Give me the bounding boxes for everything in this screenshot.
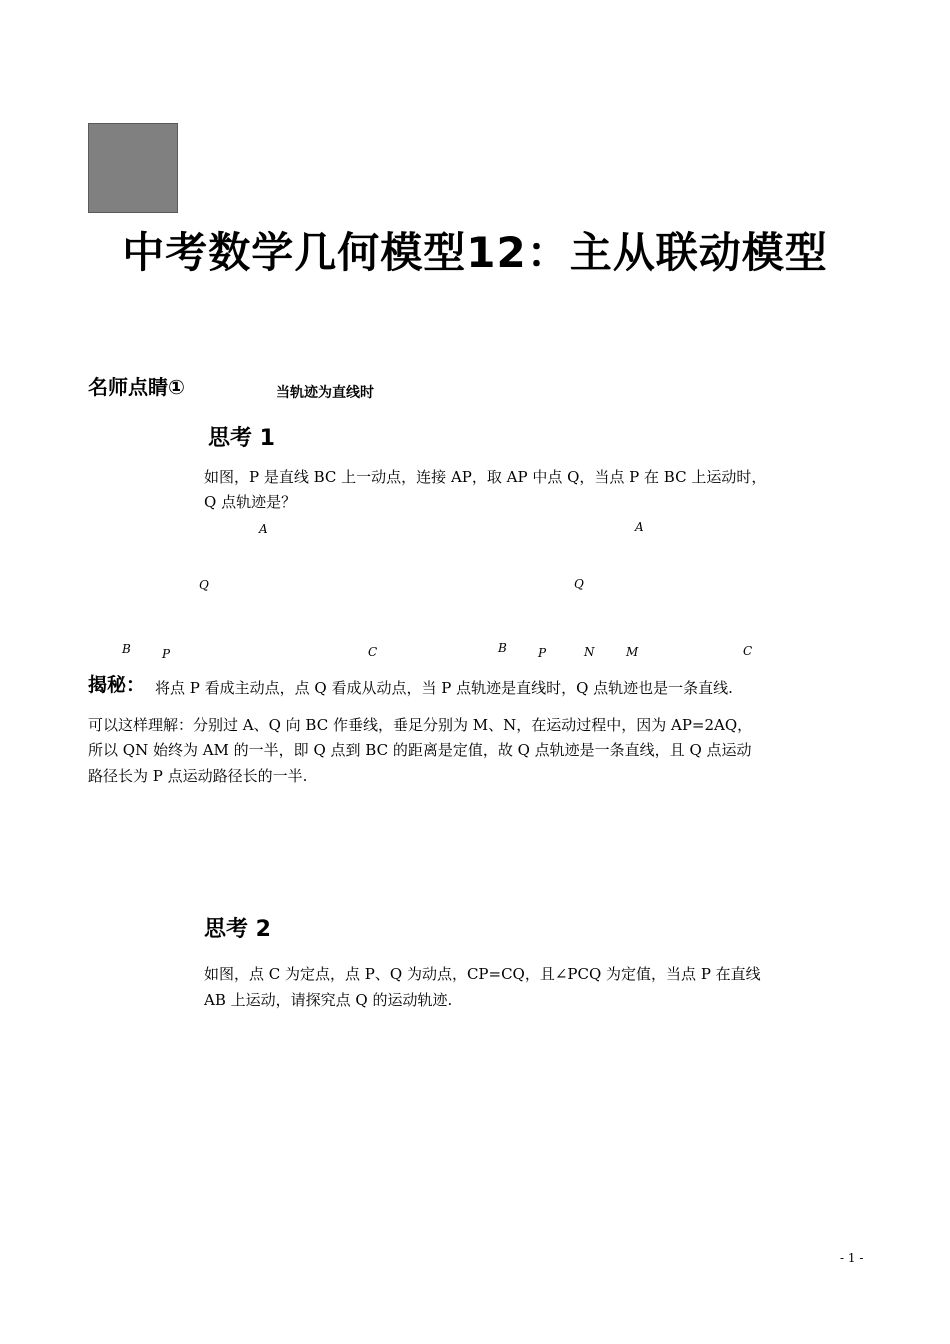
fig2-label-n: N: [584, 645, 595, 659]
think2-heading: 思考 2: [204, 917, 271, 942]
section-label: 名师点睛①: [88, 375, 185, 399]
fig1-label-c: C: [368, 645, 378, 659]
fig1-label-b: B: [122, 642, 131, 656]
reveal-line0: 将点 P 看成主动点，点 Q 看成从动点，当 P 点轨迹是直线时，Q 点轨迹也是一条直线.: [155, 679, 733, 697]
fig2-label-p: P: [538, 646, 547, 660]
fig2-label-a: A: [635, 520, 644, 534]
fig2-label-b: B: [498, 641, 507, 655]
think1-line2: [204, 490, 296, 515]
reveal-label: 揭秘：: [88, 674, 146, 696]
section-sub-label: 当轨迹为直线时: [276, 385, 374, 401]
think2-line2: AB 上运动，请探究点 Q 的运动轨迹.: [204, 991, 453, 1009]
think1-heading: 思考 1: [208, 426, 275, 451]
fig2-label-c: C: [743, 644, 753, 658]
think1-text-1: 如图，P 是直线 BC 上一动点，连接 AP，取 AP 中点 Q，当点 P 在 BC 上运动时，: [204, 468, 767, 486]
reveal-line1: 可以这样理解：分别过 A、Q 向 BC 作垂线，垂足分别为 M、N，在运动过程中，因为 AP=2AQ，: [88, 716, 753, 734]
fig1-label-p: P: [162, 647, 171, 661]
reveal-line2: 所以 QN 始终为 AM 的一半，即 Q 点到 BC 的距离是定值，故 Q 点轨迹是一条直线，且 Q 点运动: [88, 741, 752, 759]
logo-placeholder: [88, 123, 178, 213]
fig1-label-a: A: [259, 522, 268, 536]
think1-text-2: Q 点轨迹是？: [204, 493, 297, 511]
document-title: 中考数学几何模型12：主从联动模型: [122, 228, 828, 277]
think1-line1: [204, 465, 766, 490]
page-number: - 1 -: [840, 1251, 864, 1265]
fig2-label-m: M: [626, 645, 639, 659]
fig1-label-q: Q: [199, 578, 209, 592]
fig2-label-q: Q: [574, 577, 584, 591]
think2-line1: 如图，点 C 为定点，点 P、Q 为动点，CP=CQ，且∠PCQ 为定值，当点 P 在直线: [204, 965, 761, 983]
reveal-line3: 路径长为 P 点运动路径长的一半.: [88, 767, 308, 785]
